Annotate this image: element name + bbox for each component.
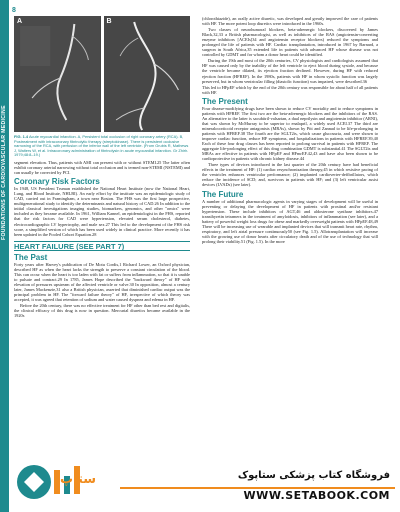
paragraph: During the 19th and most of the 20th centuries, CV physiologists and cardiologists assumed that HF was caused only by the inability of the left ventricle to eject blood during systole, and because the ventricle became dilated, its ejection fraction declined. However, during HF with reduced ejection fraction (HFREF). In the 1980s, patients with HF in whom systolic function was largely preserved, but in whom ventricular filling (diastolic function) was impaired, were described.36 (202, 58, 378, 84)
paragraph: segment elevation. Thus, patients with AMI can present with or without STEMI.25 The latter often exhibit coronary arterial narrowing without total occlusion and is termed non-STEMI (NSTEMI) and can usually be corrected by PCI. (14, 160, 190, 176)
heading-the-future: The Future (202, 189, 244, 199)
paragraph: Four disease-modifying drugs have been shown to reduce CV mortality and to reduce symptoms in patients with HFREF. The first two are the beta-adrenergic blockers and the inhibitors of the RAS. An alternative to the latter is sacubitril-valsartan, a dual neprilysin and angiotensin inhibitor (ARNI), that was shown by McMurray to be superior to enalapril, a widely used ACEI.37 The third are mineralocorticoid receptor antagonists (MRAs), shown by Pitt and Zannad to be life-prolonging in patients with HFREF.38 The fourth are the SGLT2is, which cause glucosuria, and were shown to improve cardiac function, reduce HF symptoms, and hospitalizations in patients with HFREF.39,40 Each of these four drug classes has been reported to prolong survival in patients with HFREF. The aggregate life-prolonging effect of this drug combination GDMT is substantial.41 The SGLT2is and MRAs are effective in patients with HFpEF and HFmrEF.42,43 and have also been shown to be cardioprotective in patients with chronic kidney disease.44 (202, 105, 378, 162)
figure-caption-text: Acute myocardial infarction. A, Persistent total occlusion of right coronary artery (RCA). B, Postreatment with intracoronary fibrinolytic therapy (streptokinase). There is persistent occlusive narrowing of the RCA, with perfusion of the inferior wall of the left ventricle. (From Grubis R, Mathews J, Walters W, et al. Intracoronary administration of fibrinolysin in acute myocardial infarction. Gr Zhirh. 1979;48:8–19.) (14, 134, 189, 158)
figure-caption (14, 135, 190, 158)
heading-the-present: The Present (202, 96, 248, 106)
angiogram-image-b (104, 16, 191, 132)
left-column (14, 160, 190, 319)
paragraph: In 1948, US President Truman established the National Heart Institute (now the National Heart, Lung, and Blood Institute, NHLBI). An early effort by the institute was an epidemiologic study of CAD, carried out in Framingham, a town near Boston. The FHS was the first large prospective, multigenerational study to identify the determinants and natural history of CAD.26 In addition to the initial classical investigations imaging studies, biomarkers, genomics, and other "omics" were included as they became available. In 1961, William Kannel, an epidemiologist in the FHS, reported that the risk factors for CAD were hypertension, elevated serum cholesterol, diabetes, electrocardiographic LV hypertrophy, and male sex.27 This led to the development of the FHS risk score, a simplified version of which has been used widely in clinical practice. More recently it has been updated in the Pooled Cohort Equation.28 (14, 186, 190, 237)
paragraph: This led to HFpEF which by the end of the 20th century was responsible for about half of all patients with HF. (202, 84, 378, 95)
panel-a-label: A (17, 18, 23, 25)
paragraph: Forty years after Harvey's publication of De Motu Cordis,1 Richard Lower, an Oxford physician, described HF as when the heart lacks the strength to preserve a constant circulation of the blood. This can occur when the heart is too laden with fat or suffers from inflammation, so that it is unable to pulsate and contract.29 In 1785, James Hope described the "backward theory" of HF with elevation of pressures upstream of the affected ventricle or valve.30 In opposition, almost a century later, James Mackenzie,31 also a British physician, asserted that diminished cardiac output was the principal problem in HF. The "forward failure theory" of HF, irrespective of which theory was accepted, it was agreed that retention of sodium and water caused dyspnea and edema in HF. (14, 261, 190, 303)
angiogram-panel-b (104, 16, 191, 132)
heading-the-past: The Past (14, 252, 48, 262)
paragraph: A number of additional pharmacologic agents in varying stages of development will be useful in preventing or delaying the development of HF in patients with prostinal and/or resistant hypertension. These include inhibitors of AGT,46 and aldosterone synthase inhibitors.47 transthyretin tetramers in the treatment of amyloidosis, inhibitors of inflammation (see later), and a battery of powerful weight loss drugs for obese and markedly overweight patients with HFpEF.48,49 There will be increasing use of wearable and implanted devices that will transmit heart rate, rhythm, respiratory, and left atrial pressure continuously50 (see Fig. 1.5). Allotransplantation will increase with the growing use of donor hearts after circulatory death and of the use of technology that will prolong their viability.51 (Fig. 1.5). In the more (202, 198, 378, 244)
figure (14, 16, 190, 132)
angiogram-panel-a (14, 16, 101, 132)
page-number: 8 (12, 7, 16, 14)
panel-b-label: B (106, 18, 112, 25)
paragraph: (chlorothiazide), an orally active diuretic, was developed and greatly improved the care of patients with HF. The more potent loop diuretics were introduced in the 1960s. (202, 16, 378, 27)
store-url[interactable]: WWW.SETABOOK.COM (243, 489, 390, 502)
section-side-label: FOUNDATIONS OF CARDIOVASCULAR MEDICINE (1, 105, 7, 240)
paragraph: Before the 20th century, there was no effective treatment for HF other than bed rest and digitalis, the clinical efficacy of this drug is now in question. Mercurial diuretics became available in the 1920s (14, 303, 190, 319)
right-column (202, 16, 378, 245)
part-heading-heart-failure: HEART FAILURE (SEE PART 7) (14, 241, 190, 251)
figure-caption-label: FIG. 1.4 (14, 134, 29, 139)
store-title: فروشگاه کتاب پزشکی ستاپوک (237, 470, 390, 481)
angiogram-image-a (14, 16, 101, 132)
paragraph: Three types of devices introduced in the last quarter of the 20th century have had beneficial effects in the treatment of HF: (1) cardiac resynchronization therapy,45 in which resistive pacing of the ventricles enhances ventricular performance; (2) implanted cardioverter-defibrillators, which reduce the incidence of SCD; and, survivors in patients with HF; and (3) left ventricular assist devices (LVADs) (see later). (202, 162, 378, 188)
logo-wordmark: ستاپ (60, 472, 97, 487)
heading-coronary-risk-factors: Coronary Risk Factors (14, 177, 100, 187)
paragraph: Two classes of neurohumoral blockers, beta-adrenergic blockers, discovered by James Black,32,33 a British pharmacologist, as well as inhibitors of the RAS (angiotensin-converting enzyme inhibitors [ACEIs]34 and angiotensin receptor blockers) reduced the symptoms and prolonged the life of patients with HF. Cardiac transplantation, introduced in 1967 by Barnard, a surgeon in South Africa,35 extended life in patients with advanced HF whose disease was not controlled by GDMT and for whom a donor heart could be identified. (202, 27, 378, 58)
